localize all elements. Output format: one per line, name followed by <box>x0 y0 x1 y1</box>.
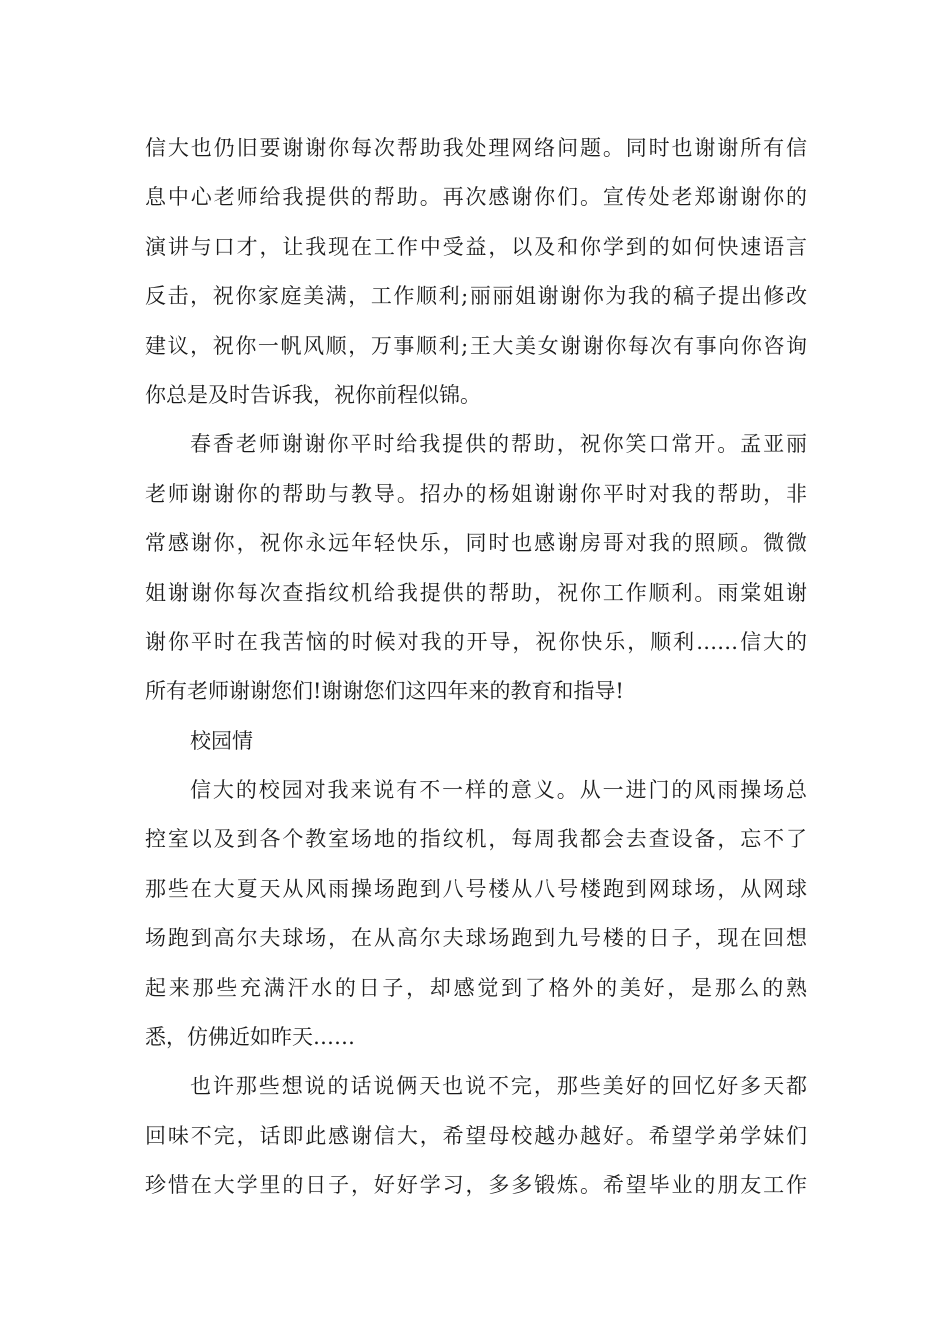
text-line: 控室以及到各个教室场地的指纹机，每周我都会去查设备，忘不了 <box>145 827 807 852</box>
text-line: 信大的校园对我来说有不一样的意义。从一进门的风雨操场总 <box>190 778 807 803</box>
text-line: 回味不完，话即此感谢信大，希望母校越办越好。希望学弟学妹们 <box>145 1123 807 1148</box>
text-line: 起来那些充满汗水的日子，却感觉到了格外的美好，是那么的熟 <box>145 975 807 1000</box>
text-line: 春香老师谢谢你平时给我提供的帮助，祝你笑口常开。孟亚丽 <box>190 432 807 457</box>
text-line: 场跑到高尔夫球场，在从高尔夫球场跑到九号楼的日子，现在回想 <box>145 926 807 951</box>
text-line: 所有老师谢谢您们!谢谢您们这四年来的教育和指导! <box>145 679 624 704</box>
section-heading-text: 校园情 <box>190 728 253 753</box>
document-body <box>145 124 807 1211</box>
text-line: 姐谢谢你每次查指纹机给我提供的帮助，祝你工作顺利。雨棠姐谢 <box>145 580 807 605</box>
paragraph <box>145 124 807 420</box>
section-heading <box>145 717 807 766</box>
text-line: 建议，祝你一帆风顺，万事顺利;王大美女谢谢你每次有事向你咨询 <box>145 333 807 358</box>
text-line: 你总是及时告诉我，祝你前程似锦。 <box>145 382 481 407</box>
text-line: 常感谢你，祝你永远年轻快乐，同时也感谢房哥对我的照顾。微微 <box>145 531 807 556</box>
text-line: 息中心老师给我提供的帮助。再次感谢你们。宣传处老郑谢谢你的 <box>145 185 807 210</box>
text-line: 演讲与口才，让我现在工作中受益，以及和你学到的如何快速语言 <box>145 234 807 259</box>
text-line: 信大也仍旧要谢谢你每次帮助我处理网络问题。同时也谢谢所有信 <box>145 136 807 160</box>
text-line: 珍惜在大学里的日子，好好学习，多多锻炼。希望毕业的朋友工作 <box>145 1173 807 1198</box>
text-line: 老师谢谢你的帮助与教导。招办的杨姐谢谢你平时对我的帮助，非 <box>145 481 807 506</box>
text-line: 反击，祝你家庭美满，工作顺利;丽丽姐谢谢你为我的稿子提出修改 <box>145 284 807 309</box>
text-line: 谢你平时在我苦恼的时候对我的开导，祝你快乐，顺利……信大的 <box>145 629 807 654</box>
paragraph <box>145 420 807 716</box>
text-line: 悉，仿佛近如昨天…… <box>145 1025 355 1050</box>
text-line: 那些在大夏天从风雨操场跑到八号楼从八号楼跑到网球场，从网球 <box>145 876 807 901</box>
paragraph <box>145 766 807 1062</box>
paragraph <box>145 1062 807 1210</box>
text-line: 也许那些想说的话说俩天也说不完，那些美好的回忆好多天都 <box>190 1074 807 1099</box>
